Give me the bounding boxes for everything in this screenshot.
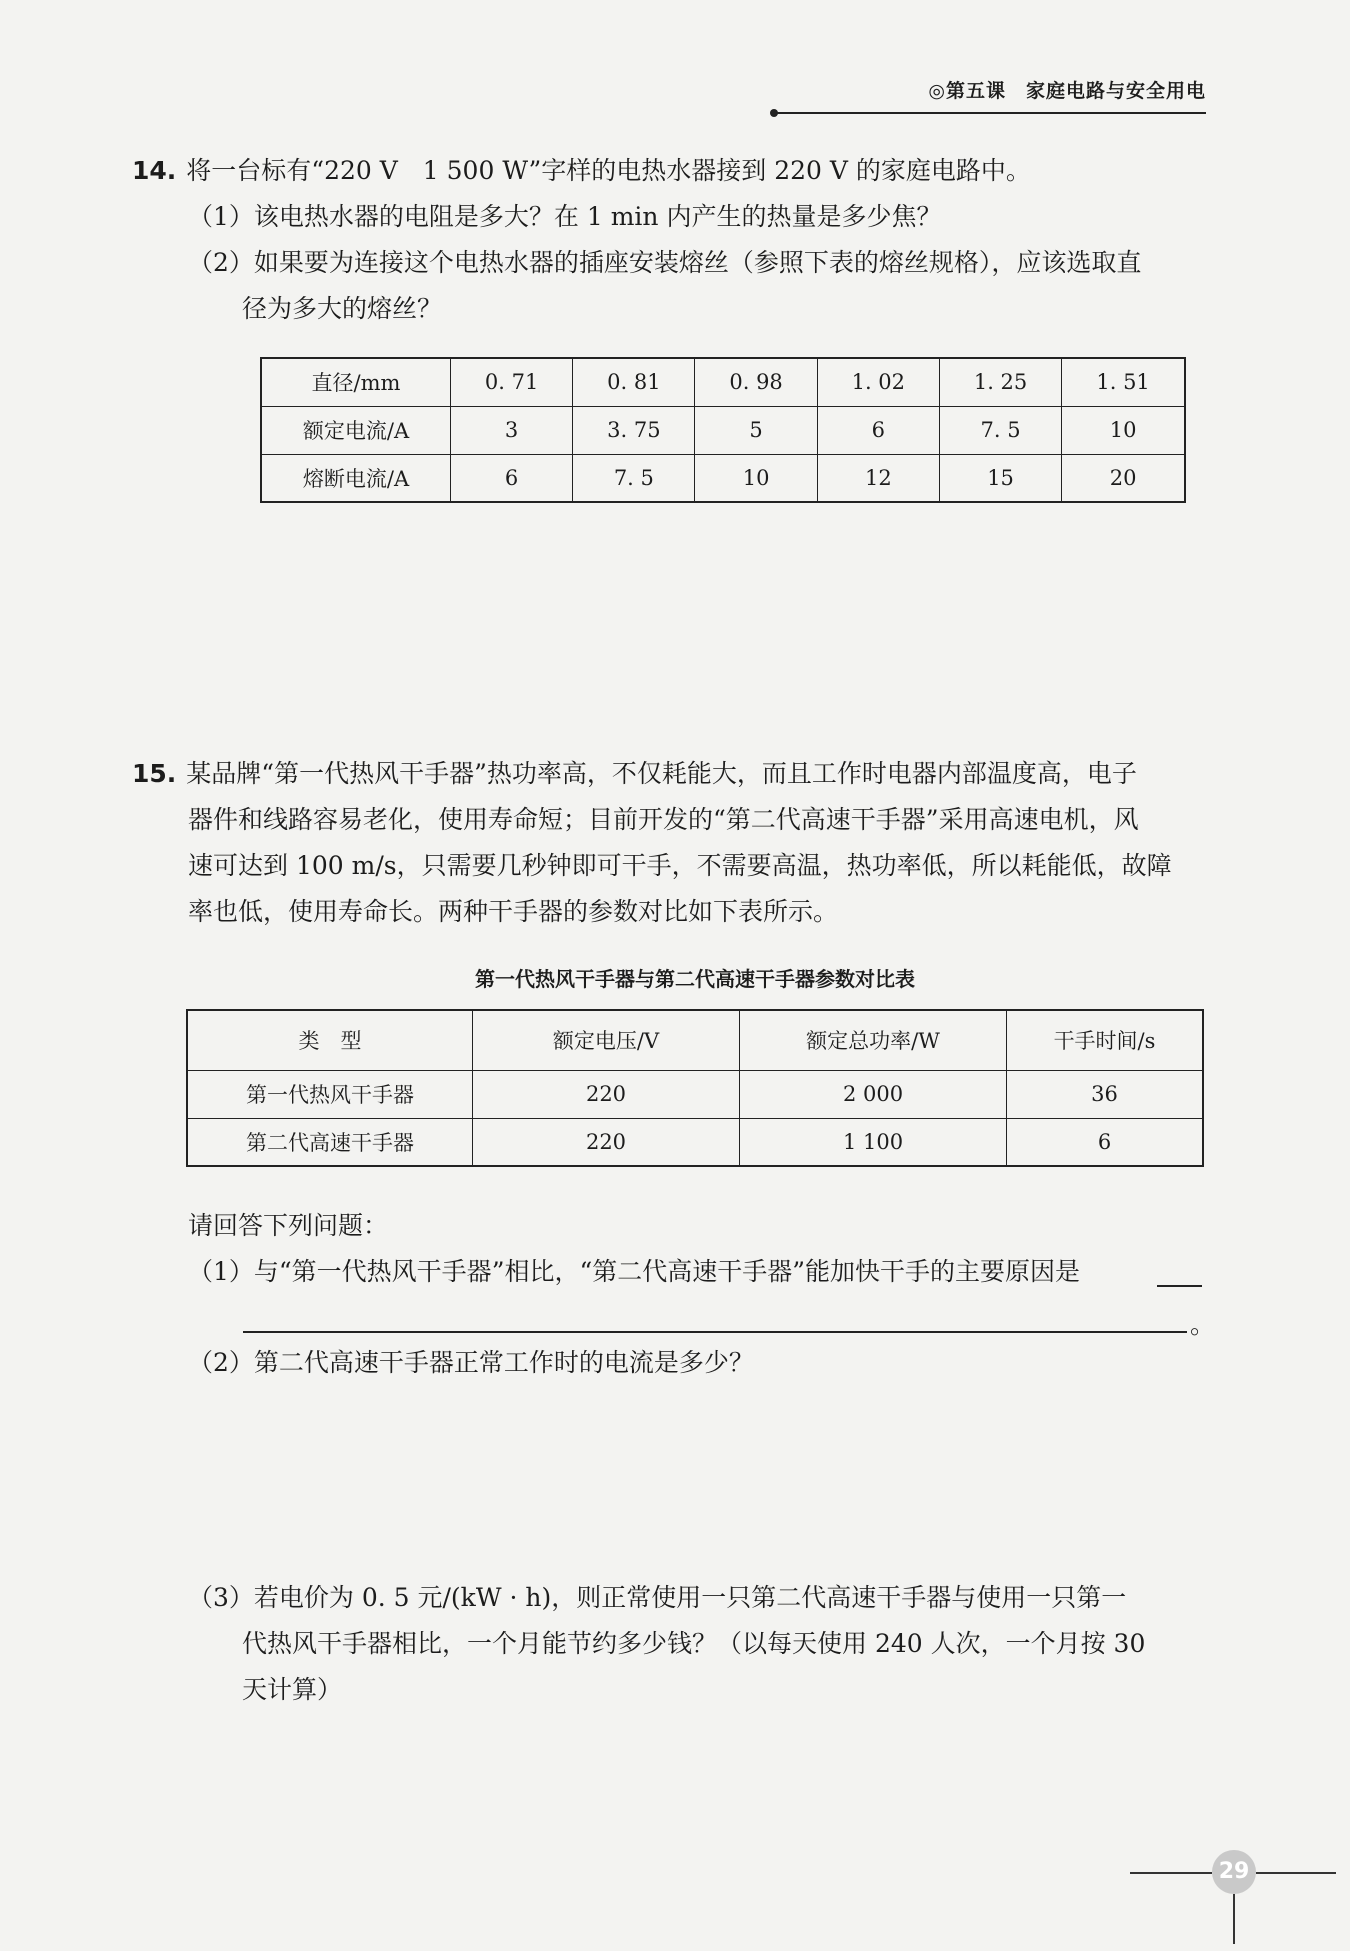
question-number: 14. — [132, 156, 177, 185]
question-15-line2: 器件和线路容易老化，使用寿命短；目前开发的“第二代高速干手器”采用高速电机，风 — [188, 805, 1139, 834]
table-header-cell: 干手时间/s — [1007, 1010, 1204, 1070]
question-15-sub2-block — [132, 1340, 1212, 1386]
table-cell: 220 — [473, 1070, 740, 1118]
fuse-spec-table — [260, 357, 1186, 503]
table-cell: 1 100 — [740, 1118, 1007, 1166]
question-15-sub2: （2）第二代高速干手器正常工作时的电流是多少？ — [188, 1348, 754, 1377]
question-14-sub1: （1）该电热水器的电阻是多大？在 1 min 内产生的热量是多少焦？ — [188, 202, 942, 231]
table-cell: 1. 02 — [817, 358, 939, 406]
question-number: 15. — [132, 759, 177, 788]
chapter-header: ◎第五课 家庭电路与安全用电 — [928, 80, 1206, 102]
question-14-sub2-line2: 径为多大的熔丝？ — [242, 294, 443, 323]
table-cell: 3 — [451, 406, 573, 454]
answer-blank-line[interactable] — [1157, 1285, 1202, 1287]
question-15-line3: 速可达到 100 m/s，只需要几秒钟即可干手，不需要高温，热功率低，所以耗能低，故障 — [188, 851, 1172, 880]
question-15-sub3-line2: 代热风干手器相比，一个月能节约多少钱？（以每天使用 240 人次，一个月按 30 — [242, 1629, 1146, 1658]
question-stem-text: 将一台标有“220 V 1 500 W”字样的电热水器接到 220 V 的家庭电路中。 — [186, 156, 1031, 185]
question-15-answers — [132, 1203, 1212, 1295]
table-cell: 5 — [695, 406, 817, 454]
table-cell: 0. 81 — [573, 358, 695, 406]
answer-end-mark: 。 — [1190, 1310, 1216, 1339]
table-cell: 1. 51 — [1062, 358, 1185, 406]
table-row — [187, 1070, 1203, 1118]
table-cell: 熔断电流/A — [261, 454, 451, 502]
table-cell: 220 — [473, 1118, 740, 1166]
table-cell: 7. 5 — [939, 406, 1061, 454]
question-15 — [132, 751, 1212, 935]
question-15-sub3-line3: 天计算） — [242, 1675, 343, 1704]
table-cell: 第一代热风干手器 — [187, 1070, 473, 1118]
table-cell: 0. 98 — [695, 358, 817, 406]
question-15-line1 — [132, 751, 1212, 797]
table-header-cell: 额定电压/V — [473, 1010, 740, 1070]
table-cell: 直径/mm — [261, 358, 451, 406]
table-cell: 36 — [1007, 1070, 1204, 1118]
table-cell: 第二代高速干手器 — [187, 1118, 473, 1166]
table-cell: 10 — [695, 454, 817, 502]
question-14-stem — [132, 148, 1212, 194]
table-cell: 10 — [1062, 406, 1185, 454]
table-cell: 1. 25 — [939, 358, 1061, 406]
question-15-sub3-line1: （3）若电价为 0. 5 元/(kW · h)，则正常使用一只第二代高速干手器与使用一只第一 — [188, 1583, 1127, 1612]
answer-blank-line[interactable] — [243, 1331, 1187, 1333]
table-header-cell: 额定总功率/W — [740, 1010, 1007, 1070]
table-row — [261, 454, 1185, 502]
table-row — [261, 406, 1185, 454]
question-14 — [132, 148, 1212, 332]
page-number-rule-vertical — [1233, 1894, 1235, 1944]
header-rule — [774, 112, 1206, 114]
table-cell: 0. 71 — [451, 358, 573, 406]
question-15-prompt: 请回答下列问题： — [188, 1211, 389, 1240]
table-cell: 20 — [1062, 454, 1185, 502]
table-cell: 6 — [451, 454, 573, 502]
page-number-rule-left — [1130, 1872, 1212, 1874]
table-cell: 3. 75 — [573, 406, 695, 454]
question-text: 某品牌“第一代热风干手器”热功率高，不仅耗能大，而且工作时电器内部温度高，电子 — [186, 759, 1137, 788]
question-15-sub1: （1）与“第一代热风干手器”相比，“第二代高速干手器”能加快干手的主要原因是 — [188, 1257, 1081, 1286]
page-number-rule-right — [1256, 1872, 1336, 1874]
table-cell: 12 — [817, 454, 939, 502]
page-number: 29 — [1212, 1850, 1256, 1894]
table-row — [187, 1118, 1203, 1166]
table-row — [261, 358, 1185, 406]
table-caption: 第一代热风干手器与第二代高速干手器参数对比表 — [475, 967, 915, 991]
table-header-row — [187, 1010, 1203, 1070]
table-cell: 2 000 — [740, 1070, 1007, 1118]
table-cell: 15 — [939, 454, 1061, 502]
question-14-sub2-line1: （2）如果要为连接这个电热水器的插座安装熔丝（参照下表的熔丝规格），应该选取直 — [188, 248, 1142, 277]
question-15-line4: 率也低，使用寿命长。两种干手器的参数对比如下表所示。 — [188, 897, 839, 926]
question-15-sub3-block — [132, 1575, 1212, 1713]
table-cell: 6 — [817, 406, 939, 454]
table-header-cell: 类 型 — [187, 1010, 473, 1070]
table-cell: 7. 5 — [573, 454, 695, 502]
dryer-comparison-table — [186, 1009, 1204, 1167]
table-cell: 6 — [1007, 1118, 1204, 1166]
table-cell: 额定电流/A — [261, 406, 451, 454]
